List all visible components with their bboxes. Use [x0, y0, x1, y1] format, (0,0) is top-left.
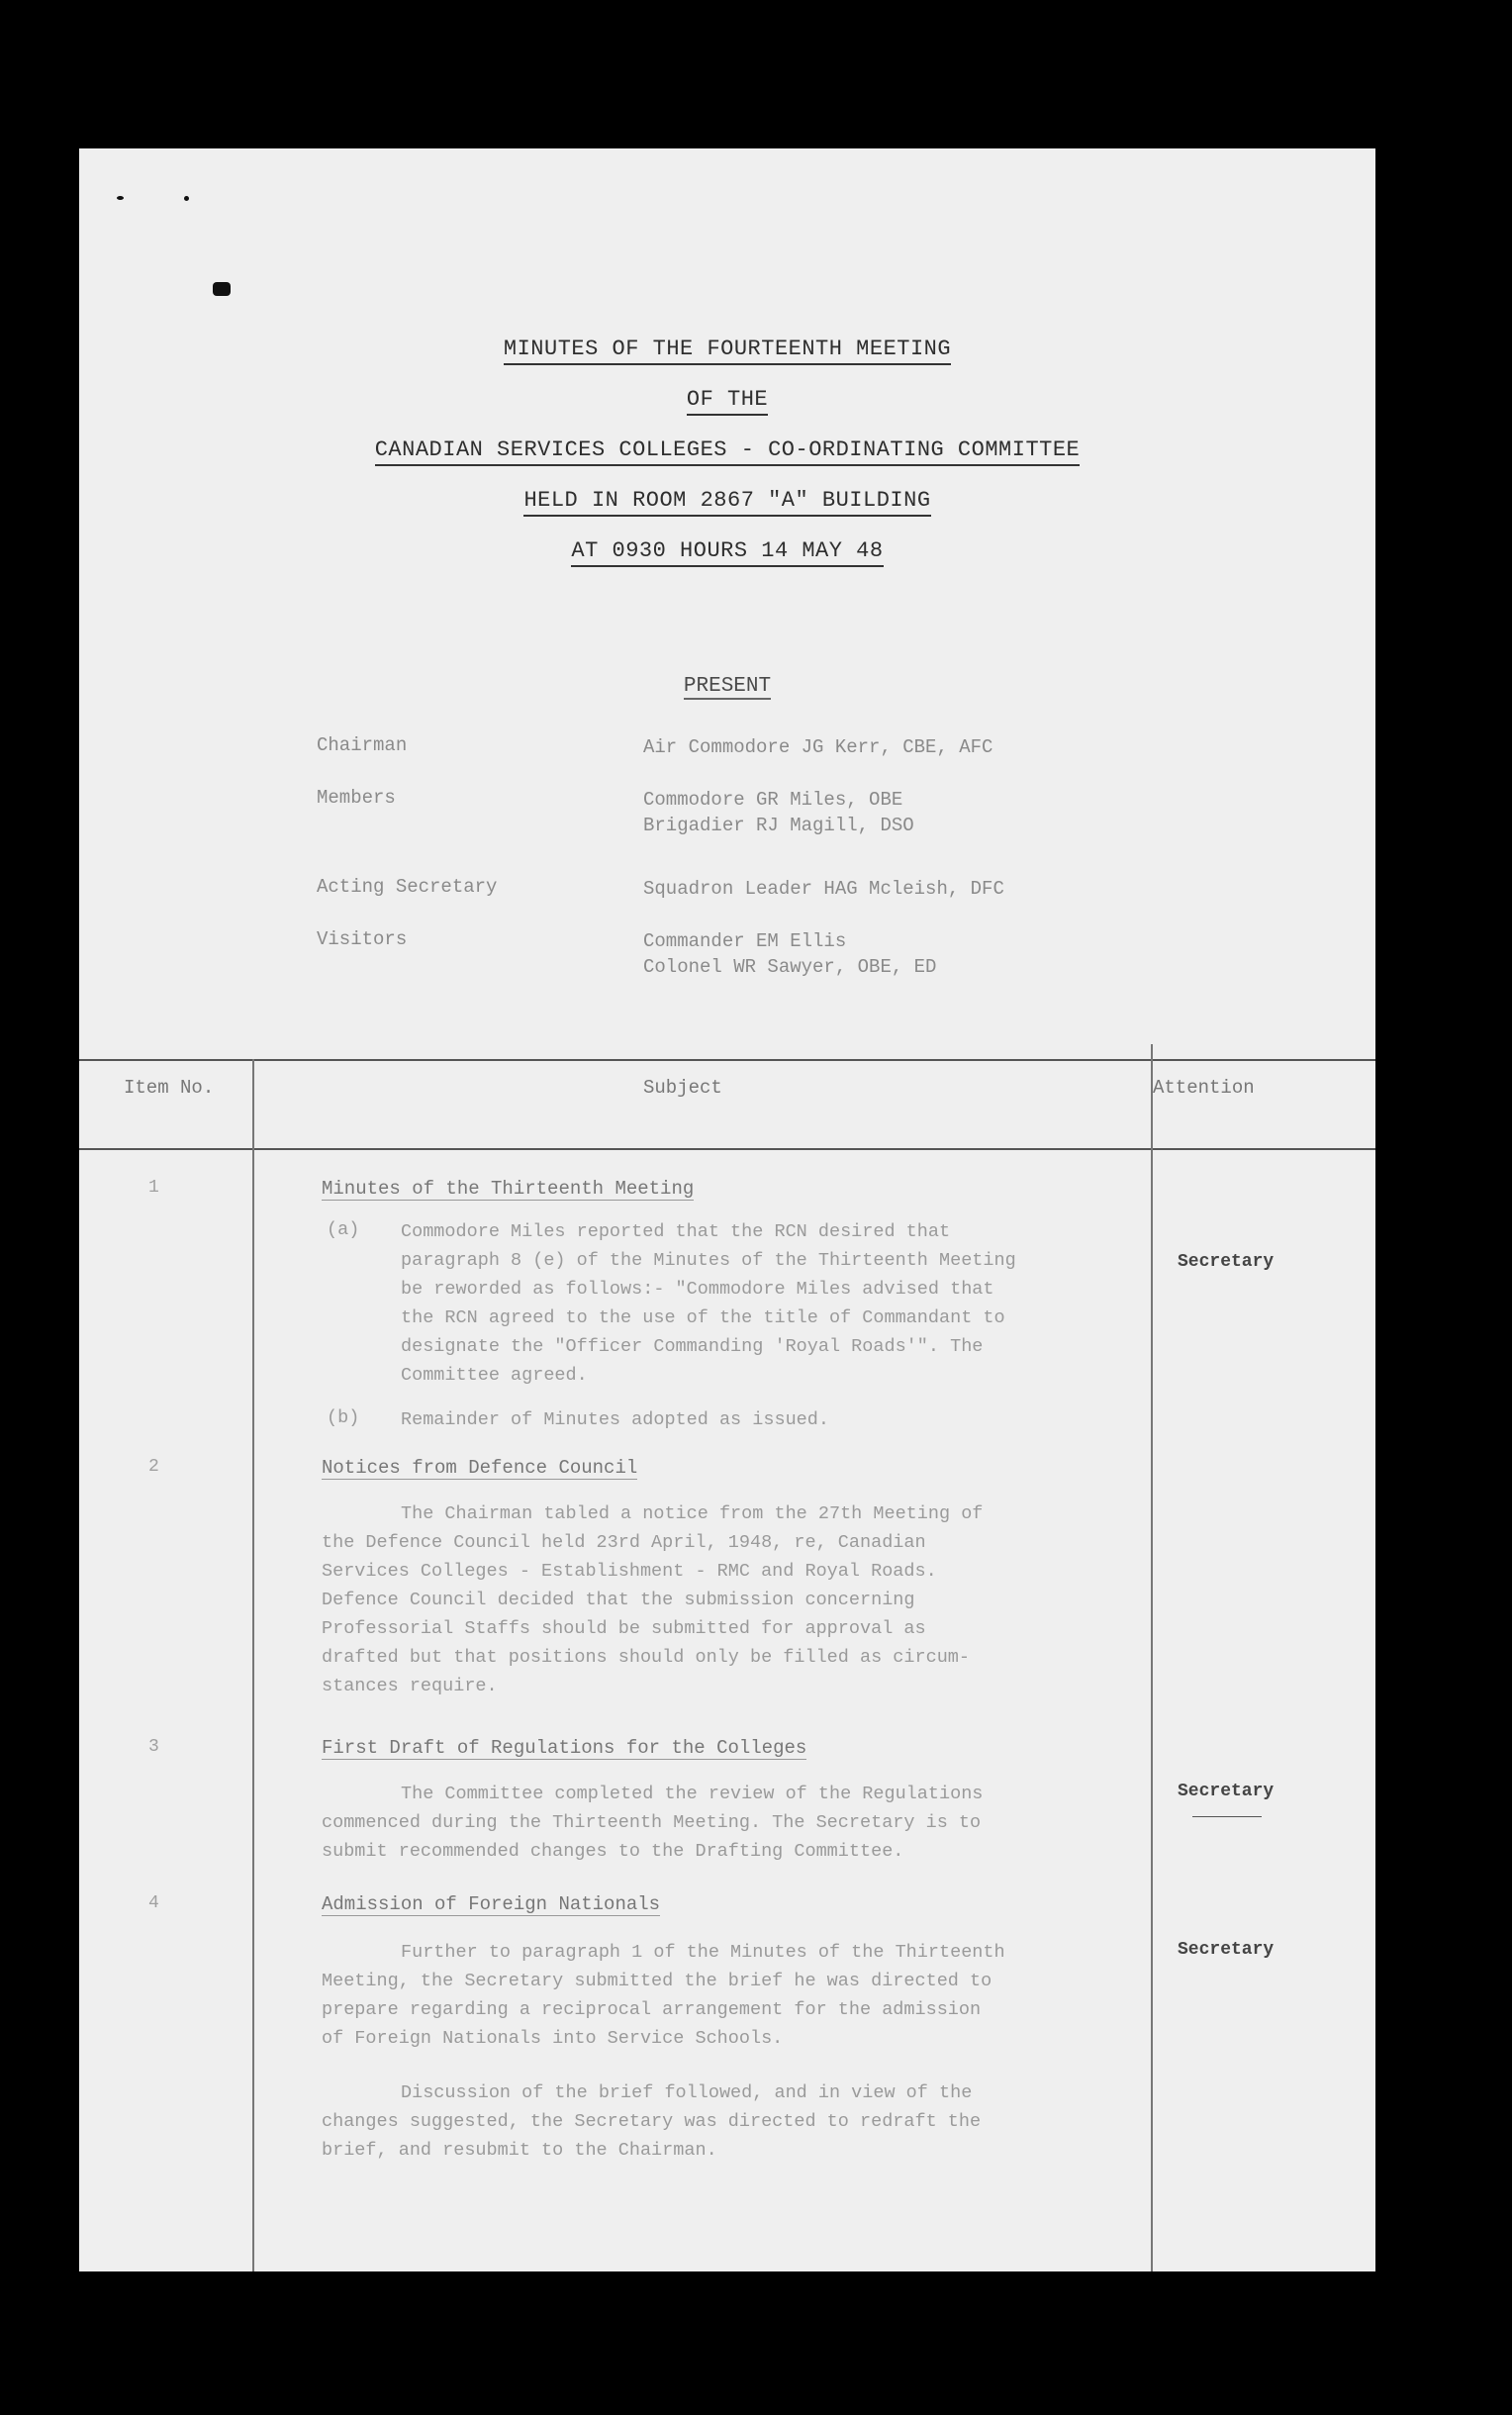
- document-page: [79, 148, 1375, 2271]
- header-time: AT 0930 HOURS 14 MAY 48: [571, 538, 883, 567]
- minutes-header: [79, 337, 1375, 589]
- attendee-role: Visitors: [317, 928, 408, 950]
- table-header-rule: [79, 1148, 1375, 1150]
- attendee-members: [317, 787, 1306, 838]
- column-header-subject: Subject: [643, 1077, 722, 1099]
- item-paragraph: The Chairman tabled a notice from the 27th Meeting of the Defence Council held 23rd April, 1948, re, Canadian Services Colleges - Establishment - RMC and Royal Roads. Defence Council decided that the submission concerning Professorial Staffs should be submitted for approval as drafted but that positions should only be filled as circum- stances require.: [322, 1503, 984, 1696]
- item-paragraph: Further to paragraph 1 of the Minutes of the Thirteenth Meeting, the Secretary submitted the brief he was directed to prepare regarding a reciprocal arrangement for the admission of Foreign Nationals into Service Schools.: [322, 1942, 1005, 2049]
- item-paragraph: The Committee completed the review of the Regulations commenced during the Thirteenth Meeting. The Secretary is to submit recommended changes to the Drafting Committee.: [322, 1784, 984, 1862]
- attention-rule: [1192, 1816, 1262, 1817]
- item-paragraph: Discussion of the brief followed, and in view of the changes suggested, the Secretary was directed to redraft the brief, and resubmit to the Chairman.: [322, 2082, 982, 2161]
- column-header-attention: Attention: [1153, 1077, 1255, 1099]
- attendee-chairman: [317, 734, 1306, 760]
- item-title: Notices from Defence Council: [322, 1457, 638, 1479]
- attendee-names: Commander EM Ellis Colonel WR Sawyer, OBE, ED: [643, 930, 937, 978]
- item-title: Minutes of the Thirteenth Meeting: [322, 1178, 695, 1200]
- item-number: 2: [148, 1457, 159, 1477]
- item-attention: Secretary: [1178, 1782, 1275, 1801]
- header-of-the: OF THE: [687, 387, 768, 416]
- header-committee: CANADIAN SERVICES COLLEGES - CO-ORDINATING COMMITTEE: [375, 437, 1081, 466]
- item-sub-label: (a): [327, 1219, 360, 1240]
- item-number: 4: [148, 1893, 159, 1913]
- item-paragraph: Remainder of Minutes adopted as issued.: [401, 1409, 829, 1430]
- item-title: Admission of Foreign Nationals: [322, 1893, 661, 1915]
- ink-speck: [184, 196, 189, 201]
- present-heading: PRESENT: [683, 675, 772, 698]
- minutes-table: [79, 1059, 1375, 2271]
- ink-speck: [213, 282, 231, 296]
- item-sub-label: (b): [327, 1407, 360, 1428]
- item-attention: Secretary: [1178, 1252, 1275, 1272]
- item-number: 1: [148, 1178, 159, 1198]
- header-location: HELD IN ROOM 2867 "A" BUILDING: [523, 488, 930, 517]
- column-header-item: Item No.: [124, 1077, 215, 1099]
- item-title: First Draft of Regulations for the Colleges: [322, 1737, 807, 1759]
- attendee-role: Acting Secretary: [317, 876, 498, 898]
- item-paragraph: Commodore Miles reported that the RCN desired that paragraph 8 (e) of the Minutes of the Thirteenth Meeting be reworded as follows:- "Commodore Miles advised that the RCN agreed to the use of the title of Commandant to designate the "Officer Commanding 'Royal Roads'". The Committee agreed.: [401, 1221, 1016, 1386]
- attendee-names: Air Commodore JG Kerr, CBE, AFC: [643, 736, 993, 758]
- table-divider-left: [252, 1059, 254, 2271]
- attendee-secretary: [317, 876, 1306, 902]
- attendee-visitors: [317, 928, 1306, 980]
- attendee-names: Commodore GR Miles, OBE Brigadier RJ Magill, DSO: [643, 789, 914, 836]
- attendee-role: Members: [317, 787, 396, 809]
- header-title: MINUTES OF THE FOURTEENTH MEETING: [504, 337, 951, 365]
- ink-speck: [117, 196, 124, 200]
- item-attention: Secretary: [1178, 1940, 1275, 1960]
- item-number: 3: [148, 1737, 159, 1757]
- attendee-role: Chairman: [317, 734, 408, 756]
- table-top-rule: [79, 1059, 1375, 1061]
- attendee-names: Squadron Leader HAG Mcleish, DFC: [643, 878, 1004, 900]
